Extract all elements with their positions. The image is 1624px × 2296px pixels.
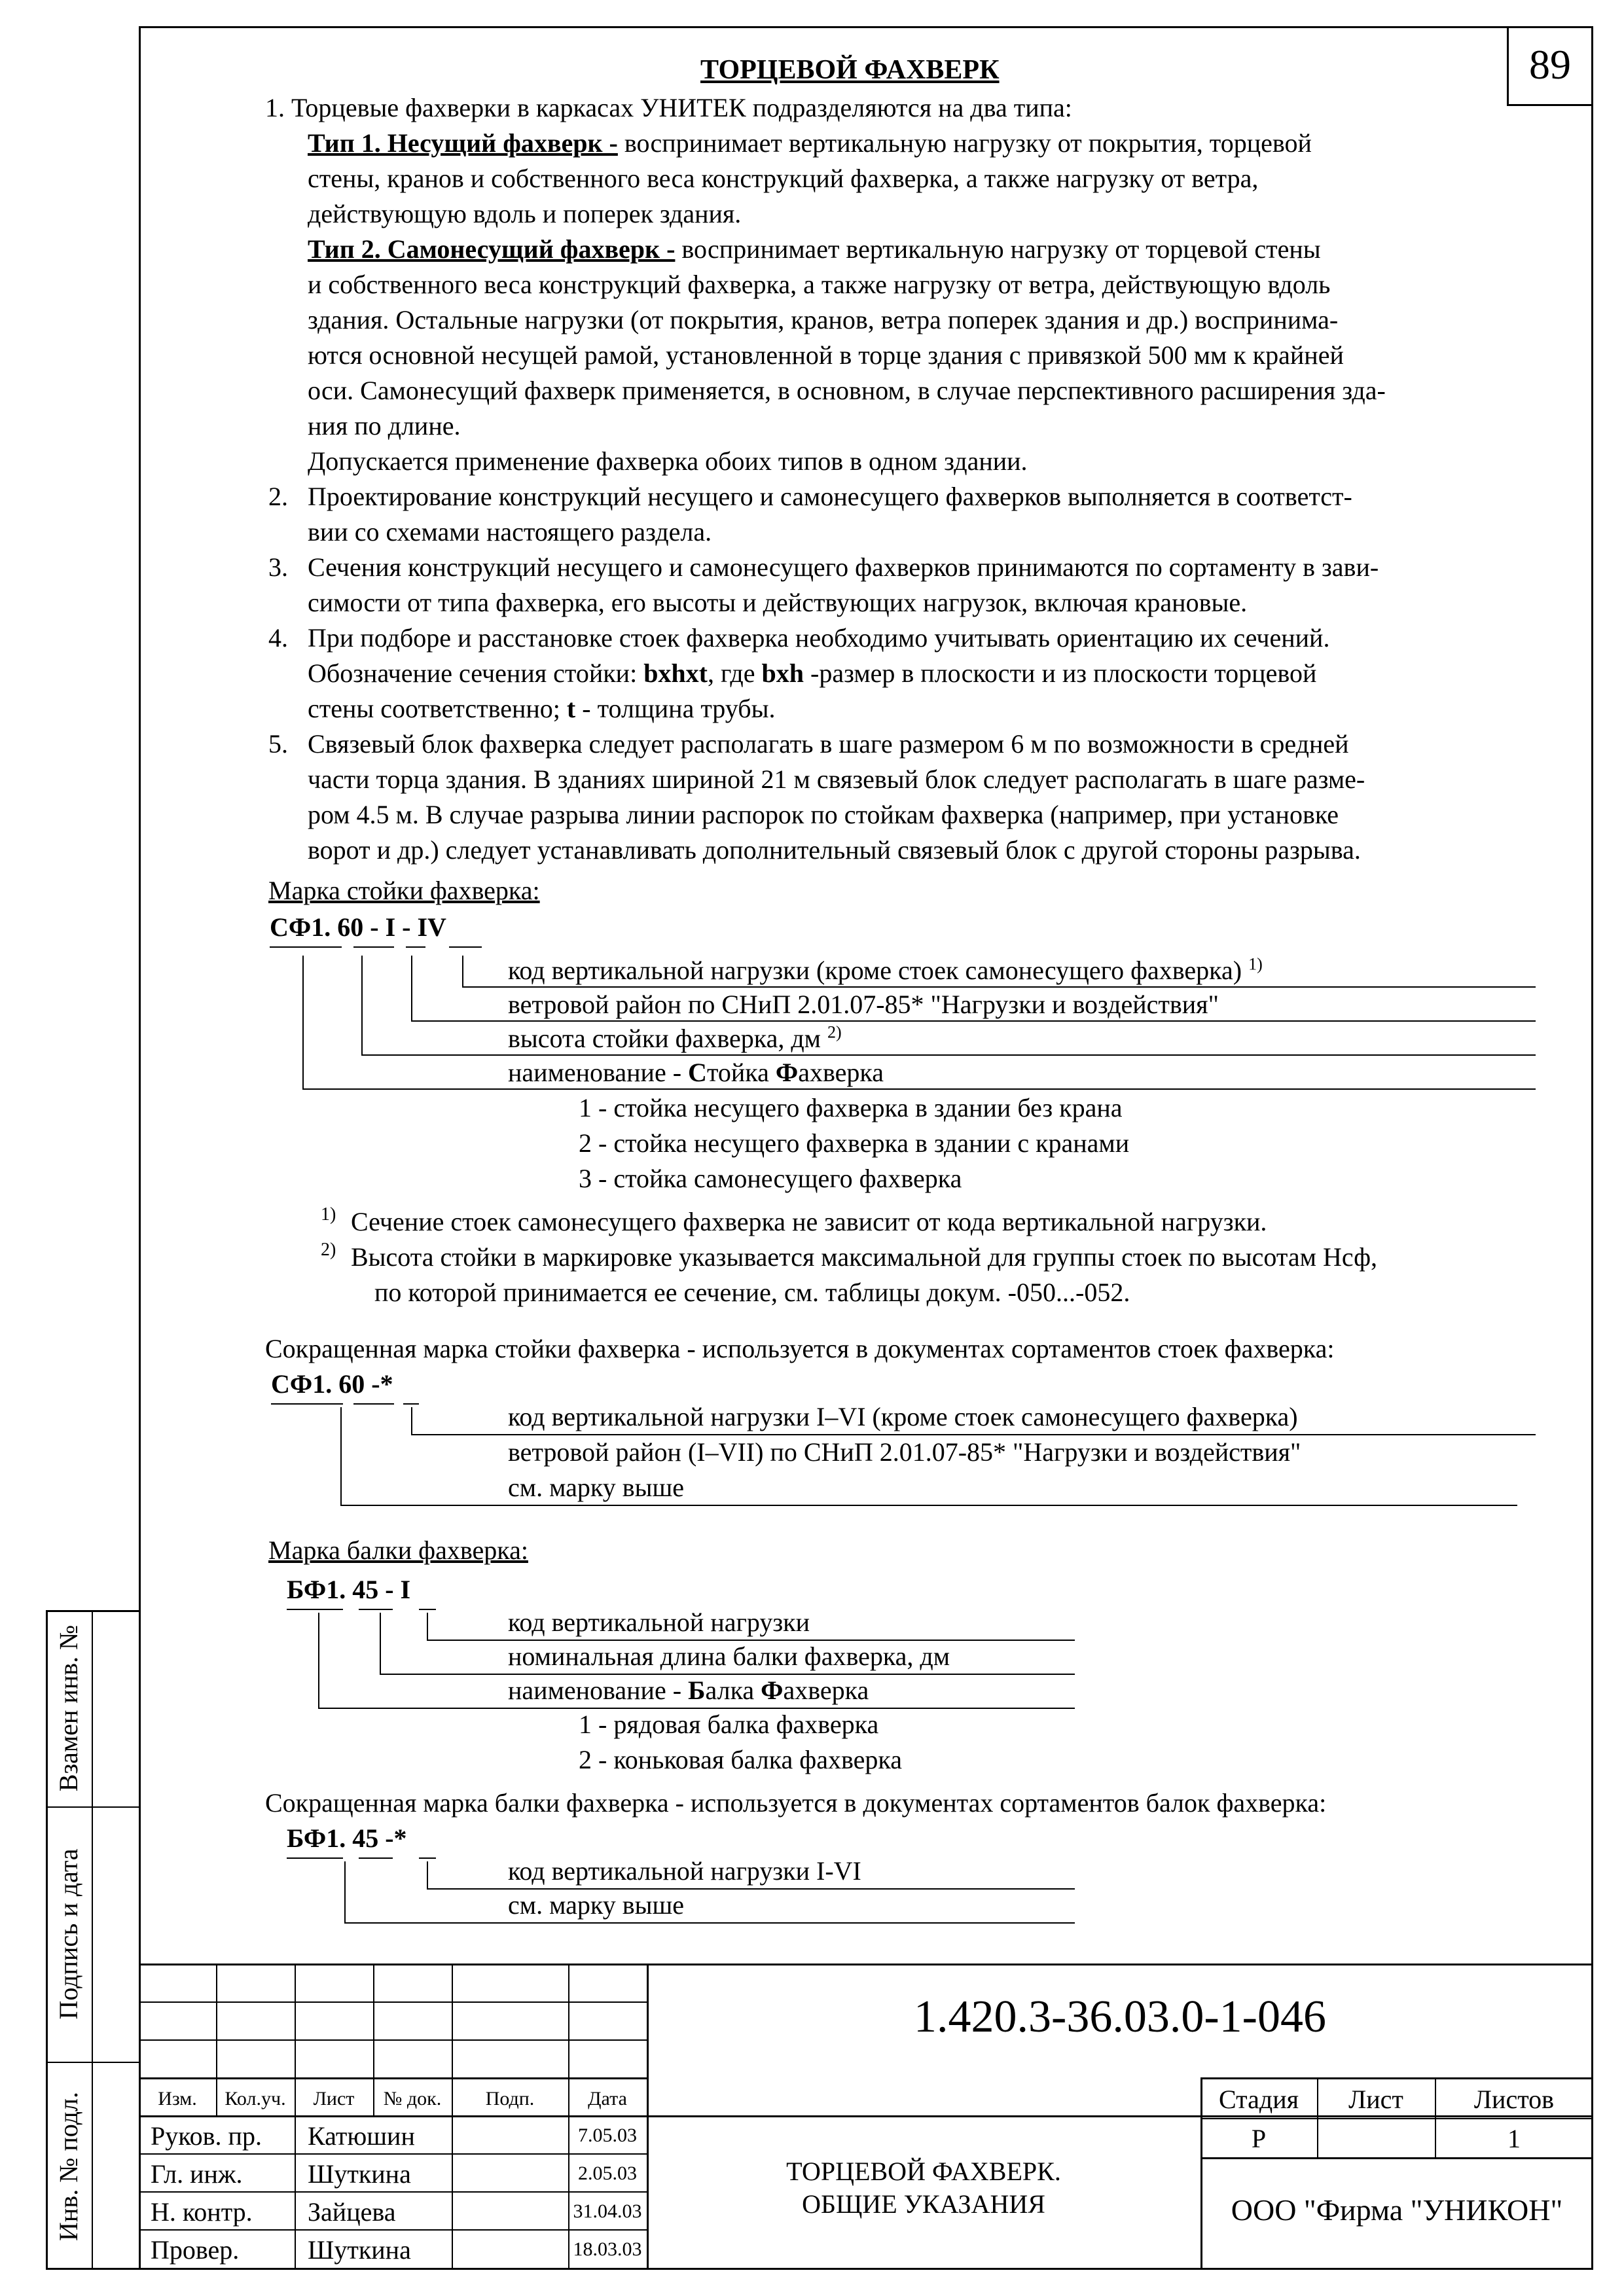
tb-line — [1200, 2157, 1593, 2159]
type1-heading: Тип 1. Несущий фахверк - — [308, 128, 618, 158]
p2-line2: вии со схемами настоящего раздела. — [308, 517, 712, 547]
mark1-code: СФ1. 60 - I - IV — [270, 912, 446, 942]
tb-person: Катюшин — [308, 2121, 415, 2151]
type1-line1 — [308, 126, 1312, 161]
document-code: 1.420.3-36.03.0-1-046 — [914, 1992, 1326, 2042]
p4-text: стены соответственно; — [308, 694, 567, 723]
footnote-1: Сечение стоек самонесущего фахверка не зависит от кода вертикальной нагрузки. — [351, 1207, 1267, 1236]
tb-header-podp: Подп. — [485, 2088, 535, 2109]
mark1-leader — [302, 956, 304, 1089]
footnote-2-marker: 2) — [321, 1240, 336, 1260]
tb-line — [568, 1964, 569, 2270]
footnote-2-line1: Высота стойки в маркировке указывается максимальной для группы стоек по высотам Нсф, — [351, 1242, 1377, 1272]
p4-bold: bxhxt — [643, 658, 708, 688]
mark2-desc-wind: ветровой район (I–VII) по СНиП 2.01.07-85* "Нагрузки и воздействия" — [508, 1437, 1301, 1467]
mark3-desc-length: номинальная длина балки фахверка, дм — [508, 1641, 950, 1671]
tb-date: 7.05.03 — [578, 2125, 637, 2146]
type2-heading: Тип 2. Самонесущий фахверк - — [308, 234, 676, 264]
mark1-desc-load — [508, 953, 1263, 988]
footnote-ref-1: 1) — [1248, 954, 1263, 974]
type1-line2: стены, кранов и собственного веса конструкций фахверка, а также нагрузку от ветра, — [308, 164, 1259, 193]
p4-text: - толщина трубы. — [575, 694, 776, 723]
mark2-code-underline — [403, 1403, 419, 1405]
mark1-name-text: ахверка — [798, 1058, 884, 1087]
mark3-code-underline — [419, 1609, 436, 1610]
mark1-name-bold: С — [688, 1058, 707, 1087]
mark1-desc-height — [508, 1021, 842, 1056]
mark2-heading: Сокращенная марка стойки фахверка - используется в документах сортаментов стоек фахверка: — [265, 1334, 1335, 1363]
p3-num: 3. — [268, 552, 288, 582]
p5-line2: части торца здания. В зданиях шириной 21 м связевый блок следует располагать в шаге разме- — [308, 764, 1365, 794]
tb-line — [139, 1964, 1593, 1965]
mark1-leader — [411, 956, 412, 1021]
mark2-code: СФ1. 60 -* — [271, 1369, 393, 1399]
footnote-ref-2: 2) — [827, 1022, 842, 1042]
mark3-name-bold: Б — [688, 1676, 706, 1705]
tb-stadiya-header: Стадия — [1218, 2085, 1299, 2114]
tb-line — [139, 2229, 647, 2231]
mark1-desc-name — [508, 1055, 884, 1090]
side-divider — [92, 1610, 93, 2270]
p3-line2: симости от типа фахверка, его высоты и действующих нагрузок, включая крановые. — [308, 588, 1248, 617]
page-number: 89 — [1529, 41, 1571, 88]
tb-person: Шуткина — [308, 2159, 411, 2189]
mark2-leader — [411, 1407, 412, 1435]
mark4-leader — [344, 1922, 1075, 1924]
mark2-leader — [340, 1407, 342, 1505]
tb-role: Н. контр. — [151, 2197, 253, 2227]
mark2-desc-see-above: см. марку выше — [508, 1473, 685, 1502]
p4-line3 — [308, 691, 775, 726]
type2-line1 — [308, 232, 1321, 267]
mark1-desc-wind: ветровой район по СНиП 2.01.07-85* "Нагрузки и воздействия" — [508, 990, 1219, 1019]
mark4-heading: Сокращенная марка балки фахверка - используется в документах сортаментов балок фахверка: — [265, 1788, 1327, 1818]
footnote-1-marker: 1) — [321, 1204, 336, 1225]
side-label-vzamen: Взамен инв. № — [54, 1624, 83, 1792]
p2-num: 2. — [268, 482, 288, 511]
tb-date: 31.04.03 — [573, 2200, 642, 2222]
tb-line — [139, 2039, 647, 2041]
type1-line3: действующую вдоль и поперек здания. — [308, 199, 742, 228]
tb-line — [139, 2001, 647, 2003]
side-label-podpis: Подпись и дата — [54, 1848, 83, 2020]
mark1-option-1: 1 - стойка несущего фахверка в здании без крана — [579, 1093, 1123, 1122]
tb-listov-header: Листов — [1473, 2085, 1555, 2114]
p4-bold: t — [566, 694, 576, 723]
mark4-desc-load: код вертикальной нагрузки I-VI — [508, 1856, 861, 1886]
tb-line — [139, 2153, 647, 2155]
mark1-name-text: наименование - — [508, 1058, 689, 1087]
tb-header-data: Дата — [588, 2088, 627, 2109]
mark1-name-text: тойка — [706, 1058, 776, 1087]
mark3-name-text: наименование - — [508, 1676, 689, 1705]
mark1-name-bold: Ф — [775, 1058, 799, 1087]
company-name: ООО "Фирма "УНИКОН" — [1231, 2193, 1563, 2227]
mark1-leader — [462, 956, 463, 987]
mark1-option-2: 2 - стойка несущего фахверка в здании с кранами — [579, 1128, 1130, 1158]
p4-num: 4. — [268, 623, 288, 653]
tb-role: Провер. — [151, 2235, 240, 2265]
tb-header-kol: Кол.уч. — [225, 2088, 286, 2109]
p4-line1: При подборе и расстановке стоек фахверка необходимо учитывать ориентацию их сечений. — [308, 623, 1330, 653]
mark1-desc-load-text: код вертикальной нагрузки (кроме стоек самонесущего фахверка) — [508, 956, 1242, 985]
intro-paragraph: 1. Торцевые фахверки в каркасах УНИТЕК подразделяются на два типа: — [265, 93, 1072, 122]
mark4-desc-see-above: см. марку выше — [508, 1890, 685, 1920]
mark4-code-underline — [287, 1857, 343, 1859]
tb-person: Зайцева — [308, 2197, 396, 2227]
tb-header-list: Лист — [313, 2088, 355, 2109]
page-title: ТОРЦЕВОЙ ФАХВЕРК — [700, 55, 1000, 85]
mark3-name-text: алка — [705, 1676, 761, 1705]
type2-line6: ния по длине. — [308, 411, 461, 440]
mark3-option-2: 2 - коньковая балка фахверка — [579, 1745, 902, 1774]
type2-line2: и собственного веса конструкций фахверка, а также нагрузку от ветра, действующую вдоль — [308, 270, 1331, 299]
type2-line3: здания. Остальные нагрузки (от покрытия, кранов, ветра поперек здания и др.) воспринима- — [308, 305, 1339, 334]
mark1-code-underline — [270, 946, 342, 948]
mark1-leader — [302, 1088, 1536, 1090]
type2-line5: оси. Самонесущий фахверк применяется, в основном, в случае перспективного расширения зда- — [308, 376, 1386, 405]
tb-date: 18.03.03 — [573, 2238, 642, 2260]
mark2-code-underline — [353, 1403, 394, 1405]
tb-line — [295, 2115, 296, 2270]
tb-line — [139, 2077, 647, 2079]
p5-num: 5. — [268, 729, 288, 759]
mark3-desc-load: код вертикальной нагрузки — [508, 1607, 810, 1637]
p2-line1: Проектирование конструкций несущего и самонесущего фахверков выполняется в соответст- — [308, 482, 1352, 511]
p4-bold: bxh — [761, 658, 804, 688]
tb-line — [139, 2191, 647, 2193]
mark3-name-text: ахверка — [783, 1676, 869, 1705]
p5-line4: ворот и др.) следует устанавливать дополнительный связевый блок с другой стороны разрыва. — [308, 835, 1361, 865]
document-title-line1: ТОРЦЕВОЙ ФАХВЕРК. — [786, 2157, 1061, 2186]
mark1-code-underline — [406, 946, 425, 948]
side-divider — [46, 1806, 141, 1808]
tb-date: 2.05.03 — [578, 2162, 637, 2184]
tb-line — [1200, 2077, 1593, 2079]
mark1-option-3: 3 - стойка самонесущего фахверка — [579, 1164, 962, 1193]
mark3-leader — [318, 1613, 319, 1708]
tb-person: Шуткина — [308, 2235, 411, 2265]
p5-line1: Связевый блок фахверка следует располагать в шаге размером 6 м по возможности в средней — [308, 729, 1349, 759]
tb-listov-value: 1 — [1507, 2124, 1521, 2153]
tb-line — [452, 2115, 453, 2270]
mark1-leader — [361, 956, 363, 1055]
footnote-2-line2: по которой принимается ее сечение, см. таблицы докум. -050...-052. — [374, 1278, 1130, 1307]
document-title-line2: ОБЩИЕ УКАЗАНИЯ — [802, 2189, 1045, 2219]
p3-line1: Сечения конструкций несущего и самонесущего фахверков принимаются по сортаменту в зави- — [308, 552, 1379, 582]
p4-text: -размер в плоскости и из плоскости торцевой — [804, 658, 1317, 688]
type2-line4: ются основной несущей рамой, установленной в торце здания с привязкой 500 мм к крайней — [308, 340, 1344, 370]
p5-line3: ром 4.5 м. В случае разрыва линии распорок по стойкам фахверка (например, при установке — [308, 800, 1339, 829]
mark4-code-underline — [419, 1857, 436, 1859]
tb-stadiya-value: Р — [1251, 2124, 1267, 2153]
mark3-desc-name — [508, 1673, 869, 1708]
tb-header-ndok: № док. — [383, 2088, 442, 2109]
tb-header-izm: Изм. — [158, 2088, 197, 2109]
mark3-leader — [380, 1613, 381, 1674]
mark1-code-underline — [353, 946, 394, 948]
mark4-code: БФ1. 45 -* — [287, 1823, 407, 1853]
mark3-code-underline — [287, 1609, 343, 1610]
side-label-inv: Инв. № подл. — [54, 2092, 83, 2241]
type2-text: воспринимает вертикальную нагрузку от торцевой стены — [675, 234, 1321, 264]
p4-text: Обозначение сечения стойки: — [308, 658, 644, 688]
mark4-code-underline — [359, 1857, 393, 1859]
tb-line — [139, 2115, 1593, 2117]
p4-text: , где — [708, 658, 762, 688]
mark3-name-bold: Ф — [761, 1676, 784, 1705]
type1-text: воспринимает вертикальную нагрузку от покрытия, торцевой — [617, 128, 1312, 158]
mark2-desc-load: код вертикальной нагрузки I–VI (кроме стоек самонесущего фахверка) — [508, 1402, 1298, 1431]
tb-role: Руков. пр. — [151, 2121, 262, 2151]
mark3-leader — [427, 1613, 428, 1640]
mark3-code: БФ1. 45 - I — [287, 1575, 411, 1604]
mark4-leader — [344, 1861, 346, 1923]
mark4-leader — [427, 1861, 428, 1889]
type2-line7: Допускается применение фахверка обоих типов в одном здании. — [308, 446, 1028, 476]
mark3-heading: Марка балки фахверка: — [268, 1535, 528, 1565]
tb-line — [1200, 2118, 1593, 2119]
tb-list-header: Лист — [1348, 2085, 1403, 2114]
side-divider — [46, 2062, 141, 2063]
mark3-option-1: 1 - рядовая балка фахверка — [579, 1710, 879, 1739]
mark3-code-underline — [359, 1609, 393, 1610]
tb-role: Гл. инж. — [151, 2159, 243, 2189]
mark1-desc-height-text: высота стойки фахверка, дм — [508, 1024, 821, 1053]
mark1-heading: Марка стойки фахверка: — [268, 876, 540, 905]
mark2-code-underline — [271, 1403, 343, 1405]
p4-line2 — [308, 656, 1316, 691]
mark1-code-underline — [449, 946, 482, 948]
